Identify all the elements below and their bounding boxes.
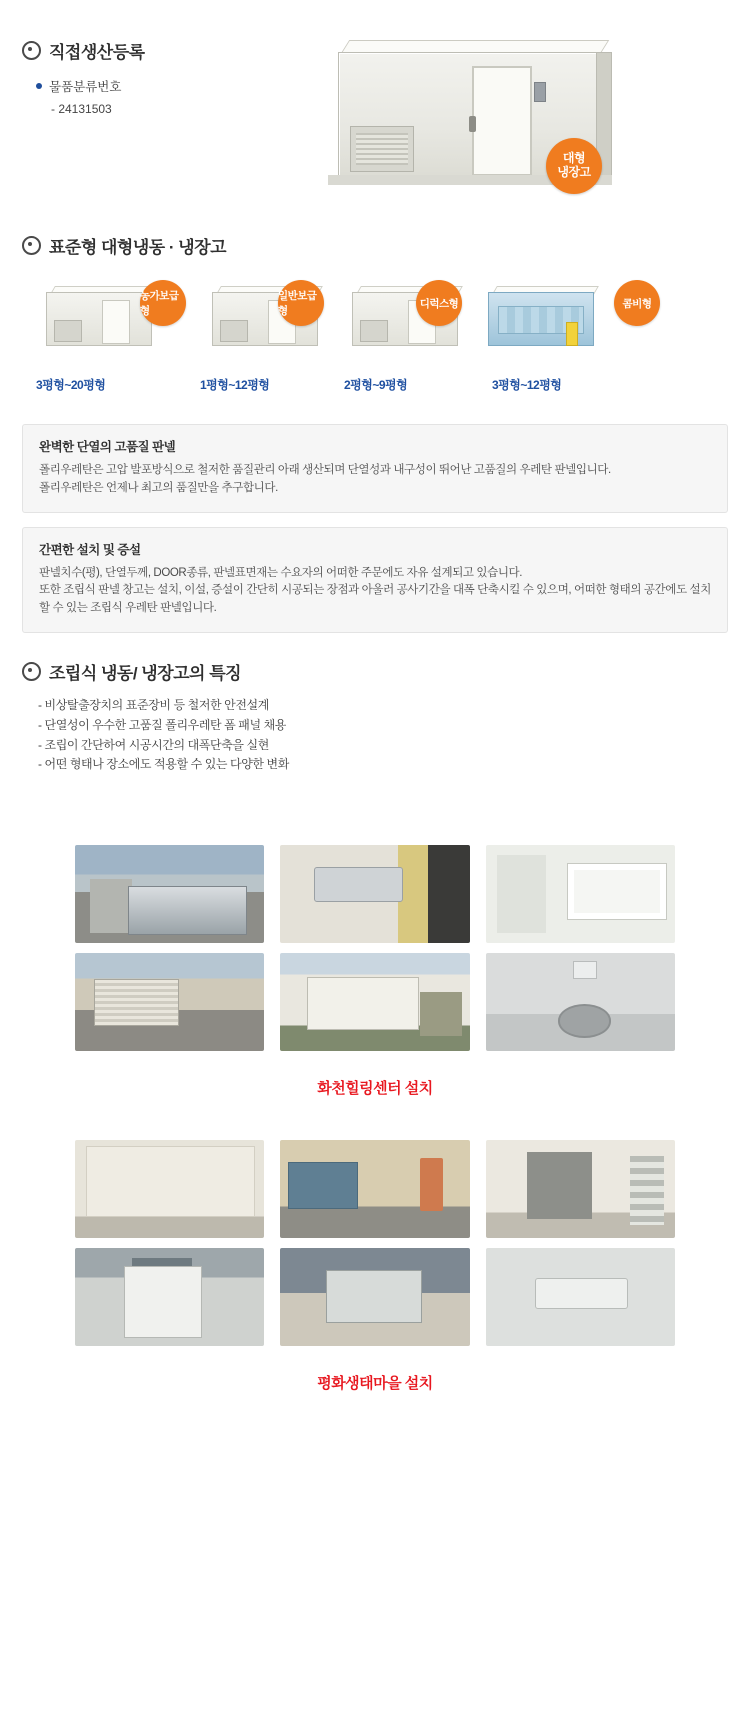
photo-interior-evaporator-unit bbox=[486, 1248, 675, 1346]
feature-item: - 단열성이 우수한 고품질 폴리우레탄 폼 패널 채용 bbox=[38, 717, 286, 732]
bullseye-icon bbox=[22, 662, 41, 681]
tag-unit-2: 일반보급형 bbox=[278, 280, 324, 326]
info-box-group bbox=[0, 424, 750, 633]
lineup-unit-4 bbox=[488, 282, 598, 354]
photo-outdoor-condensing-unit bbox=[280, 1248, 469, 1346]
section-direct-production bbox=[0, 0, 750, 223]
bullseye-icon bbox=[22, 41, 41, 60]
caption-unit-1: 3평형~20평형 bbox=[36, 378, 106, 392]
photo-control-panel-wall bbox=[486, 845, 675, 943]
section-standard-lineup bbox=[0, 223, 750, 400]
info-box-installation bbox=[22, 527, 728, 633]
section2-title: 표준형 대형냉동 · 냉장고 bbox=[49, 238, 227, 257]
info-box-line: 폴리우레탄은 고압 발포방식으로 철저한 품질관리 아래 생산되며 단열성과 내구성이 뛰어난 고품질의 우레탄 판넬입니다. bbox=[39, 464, 611, 476]
large-refrigerator-illustration bbox=[320, 30, 620, 200]
gallery-hwacheon bbox=[75, 845, 675, 1051]
info-box-line: 또한 조립식 판넬 창고는 설치, 이설, 증설이 간단히 시공되는 장점과 아울러 공사기간을 대폭 단축시킬 수 있으며, 어떠한 형태의 공간에도 설치할 수 있는 조립식 우레탄 판넬입니다. bbox=[39, 584, 711, 615]
caption-unit-3: 2평형~9평형 bbox=[344, 378, 408, 392]
photo-panel-wall-interior bbox=[75, 1140, 264, 1238]
tag-unit-3: 디럭스형 bbox=[416, 280, 462, 326]
item-classification-value: - 24131503 bbox=[51, 102, 112, 116]
gallery-2-caption: 평화생태마을 설치 bbox=[317, 1375, 433, 1393]
item-classification-label: 물품분류번호 bbox=[49, 80, 122, 94]
bullet-dot-icon bbox=[36, 83, 42, 89]
gallery-pyeonghwa bbox=[75, 1140, 675, 1346]
badge-large-refrigerator bbox=[546, 138, 602, 194]
badge-line-2: 냉장고 bbox=[557, 165, 591, 179]
feature-item: - 조립이 간단하여 시공시간의 대폭단축을 실현 bbox=[38, 737, 269, 752]
info-box-insulation bbox=[22, 424, 728, 513]
lineup-captions bbox=[22, 376, 728, 400]
bullseye-icon bbox=[22, 236, 41, 255]
unit-cooling-box bbox=[220, 320, 248, 342]
info-box-line: 폴리우레탄은 언제나 최고의 품질만을 추구합니다. bbox=[39, 481, 278, 494]
tag-unit-4: 콤비형 bbox=[614, 280, 660, 326]
photo-cold-room-door-exterior bbox=[75, 1248, 264, 1346]
info-box-title: 간편한 설치 및 증설 bbox=[39, 542, 141, 557]
photo-building-exterior-shutter bbox=[75, 953, 264, 1051]
photo-worker-installing-panel bbox=[280, 1140, 469, 1238]
caption-unit-2: 1평형~12평형 bbox=[200, 378, 270, 392]
badge-line-1: 대형 bbox=[562, 151, 586, 166]
photo-outdoor-condenser-units bbox=[75, 845, 264, 943]
info-box-line: 판넬치수(평), 단열두께, DOOR종류, 판넬표면재는 수요자의 어떠한 주문에도 자유 설계되고 있습니다. bbox=[39, 566, 523, 579]
unit-yellow-door bbox=[566, 322, 578, 346]
gallery-1-caption: 화천힐링센터 설치 bbox=[317, 1080, 433, 1098]
bottom-spacer bbox=[0, 1393, 750, 1453]
tag-unit-1: 농가보급형 bbox=[140, 280, 186, 326]
unit-cooling-box bbox=[360, 320, 388, 342]
section3-heading bbox=[22, 659, 750, 684]
photo-ceiling-evaporator-unit bbox=[280, 845, 469, 943]
caption-unit-4: 3평형~12평형 bbox=[492, 378, 562, 392]
photo-white-shutter-doors bbox=[280, 953, 469, 1051]
info-box-title: 완벽한 단열의 고품질 판넬 bbox=[39, 440, 176, 454]
unit-door bbox=[102, 300, 130, 344]
unit-cooling-box bbox=[54, 320, 82, 342]
photo-ceiling-fan-interior bbox=[486, 953, 675, 1051]
fridge-cooling-unit bbox=[350, 126, 414, 172]
product-lineup bbox=[22, 274, 728, 374]
fridge-door bbox=[472, 66, 532, 176]
section1-title: 직접생산등록 bbox=[49, 43, 145, 62]
section-features bbox=[0, 633, 750, 775]
feature-list bbox=[38, 696, 750, 775]
section2-heading bbox=[22, 233, 750, 258]
photo-room-with-ladder bbox=[486, 1140, 675, 1238]
feature-item: - 비상탈출장치의 표준장비 등 철저한 안전설계 bbox=[38, 698, 269, 713]
feature-item: - 어떤 형태나 장소에도 적용할 수 있는 다양한 변화 bbox=[38, 757, 289, 772]
fridge-control-panel-icon bbox=[534, 82, 546, 102]
section3-title: 조립식 냉동/ 냉장고의 특징 bbox=[49, 664, 242, 684]
